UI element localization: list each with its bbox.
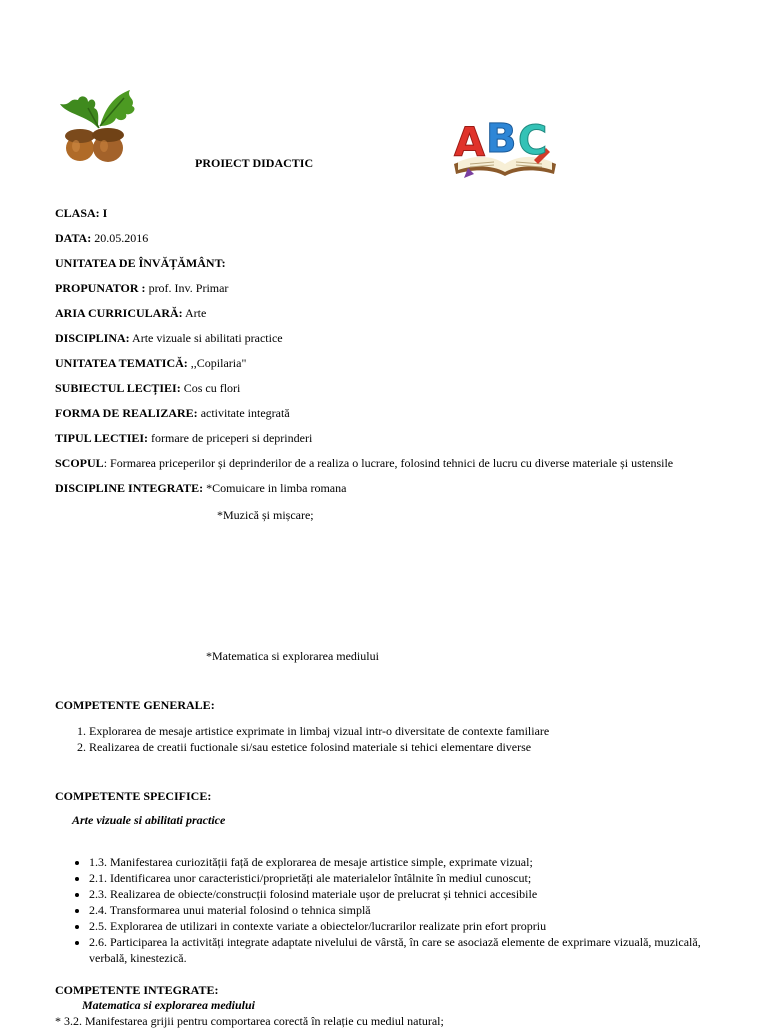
page-title: PROIECT DIDACTIC	[195, 156, 314, 170]
field-value: activitate integrată	[200, 406, 290, 420]
field-clasa	[55, 206, 107, 221]
list-item: • 2.1. Identificarea unor caracteristici/proprietăți ale materialelor întâlnite în mediul cunoscut;	[89, 870, 729, 886]
svg-text:C: C	[518, 118, 548, 164]
field-value: Cos cu flori	[183, 381, 241, 395]
field-value: Arte	[185, 306, 207, 320]
field-label: DISCIPLINA:	[55, 331, 130, 345]
section-subheading-arte: Arte vizuale si abilitati practice	[72, 813, 226, 827]
field-tipul	[55, 431, 312, 446]
field-value: Arte vizuale si abilitati practice	[132, 331, 283, 345]
field-value: *Comuicare in limba romana	[206, 481, 347, 495]
list-item: • 2.5. Explorarea de utilizari in contexte variate a obiectelor/lucrarilor realizate prin efort propriu	[89, 918, 729, 934]
field-scopul	[55, 456, 673, 471]
field-unitatea	[55, 256, 226, 271]
integrated-discipline-music: *Muzică și mișcare;	[217, 508, 314, 522]
field-value: : Formarea priceperilor și deprinderilor de a realiza o lucrare, folosind tehnici de lucru cu diverse materiale și ustensile	[103, 456, 674, 470]
field-label: SUBIECTUL LECȚIEI:	[55, 381, 181, 395]
field-value: 20.05.2016	[94, 231, 149, 245]
section-heading-competente-generale: COMPETENTE GENERALE:	[55, 698, 215, 712]
field-label: CLASA: I	[55, 206, 108, 220]
abc-book-icon	[450, 104, 560, 180]
list-item: 2. Realizarea de creatii fuctionale si/sau estetice folosind materiale si tehici elementare diverse	[89, 739, 768, 755]
field-discipline-integrate	[55, 481, 346, 496]
list-item: 1. Explorarea de mesaje artistice exprimate in limbaj vizual intr-o diversitate de contexte familiare	[89, 723, 768, 739]
list-item: • 1.3. Manifestarea curiozității față de explorarea de mesaje artistice simple, exprimate vizual;	[89, 854, 729, 870]
competente-specifice-list	[55, 854, 729, 966]
section-heading-competente-specifice: COMPETENTE SPECIFICE:	[55, 789, 212, 803]
field-value: ,,Copilaria"	[190, 356, 247, 370]
list-item: • 2.6. Participarea la activități integrate adaptate nivelului de vârstă, în care se asociază elemente de exprimare vizuală, muzicală, verbală, kinestezică.	[89, 934, 729, 966]
field-label: SCOPUL	[55, 456, 104, 470]
field-label: DATA:	[55, 231, 92, 245]
competente-generale-list	[55, 723, 768, 755]
list-item: • 2.4. Transformarea unui material folosind o tehnica simplă	[89, 902, 729, 918]
field-subiectul	[55, 381, 240, 396]
list-item: • 2.3. Realizarea de obiecte/construcții folosind materiale ușor de prelucrat și tehnici accesibile	[89, 886, 729, 902]
field-label: UNITATEA DE ÎNVĂȚĂMÂNT:	[55, 256, 226, 270]
integrated-discipline-math: *Matematica si explorarea mediului	[206, 649, 379, 663]
svg-text:A: A	[454, 120, 485, 166]
field-disciplina	[55, 331, 283, 346]
field-label: UNITATEA TEMATICĂ:	[55, 356, 188, 370]
field-label: PROPUNATOR :	[55, 281, 146, 295]
svg-text:B: B	[486, 116, 517, 162]
field-propunator	[55, 281, 228, 296]
field-label: FORMA DE REALIZARE:	[55, 406, 198, 420]
field-forma	[55, 406, 290, 421]
field-value: prof. Inv. Primar	[148, 281, 229, 295]
field-value: formare de priceperi si deprinderi	[151, 431, 313, 445]
field-data	[55, 231, 148, 246]
field-label: DISCIPLINE INTEGRATE:	[55, 481, 204, 495]
field-label: ARIA CURRICULARĂ:	[55, 306, 183, 320]
field-unitatea-tematica	[55, 356, 246, 371]
field-aria	[55, 306, 206, 321]
competenta-integrata-item: * 3.2. Manifestarea grijii pentru comportarea corectă în relație cu mediul natural;	[55, 1014, 444, 1028]
oak-leaves-acorns-icon	[58, 86, 140, 166]
section-subheading-matematica: Matematica si explorarea mediului	[82, 998, 255, 1012]
section-heading-competente-integrate: COMPETENTE INTEGRATE:	[55, 983, 219, 997]
field-label: TIPUL LECTIEI:	[55, 431, 149, 445]
